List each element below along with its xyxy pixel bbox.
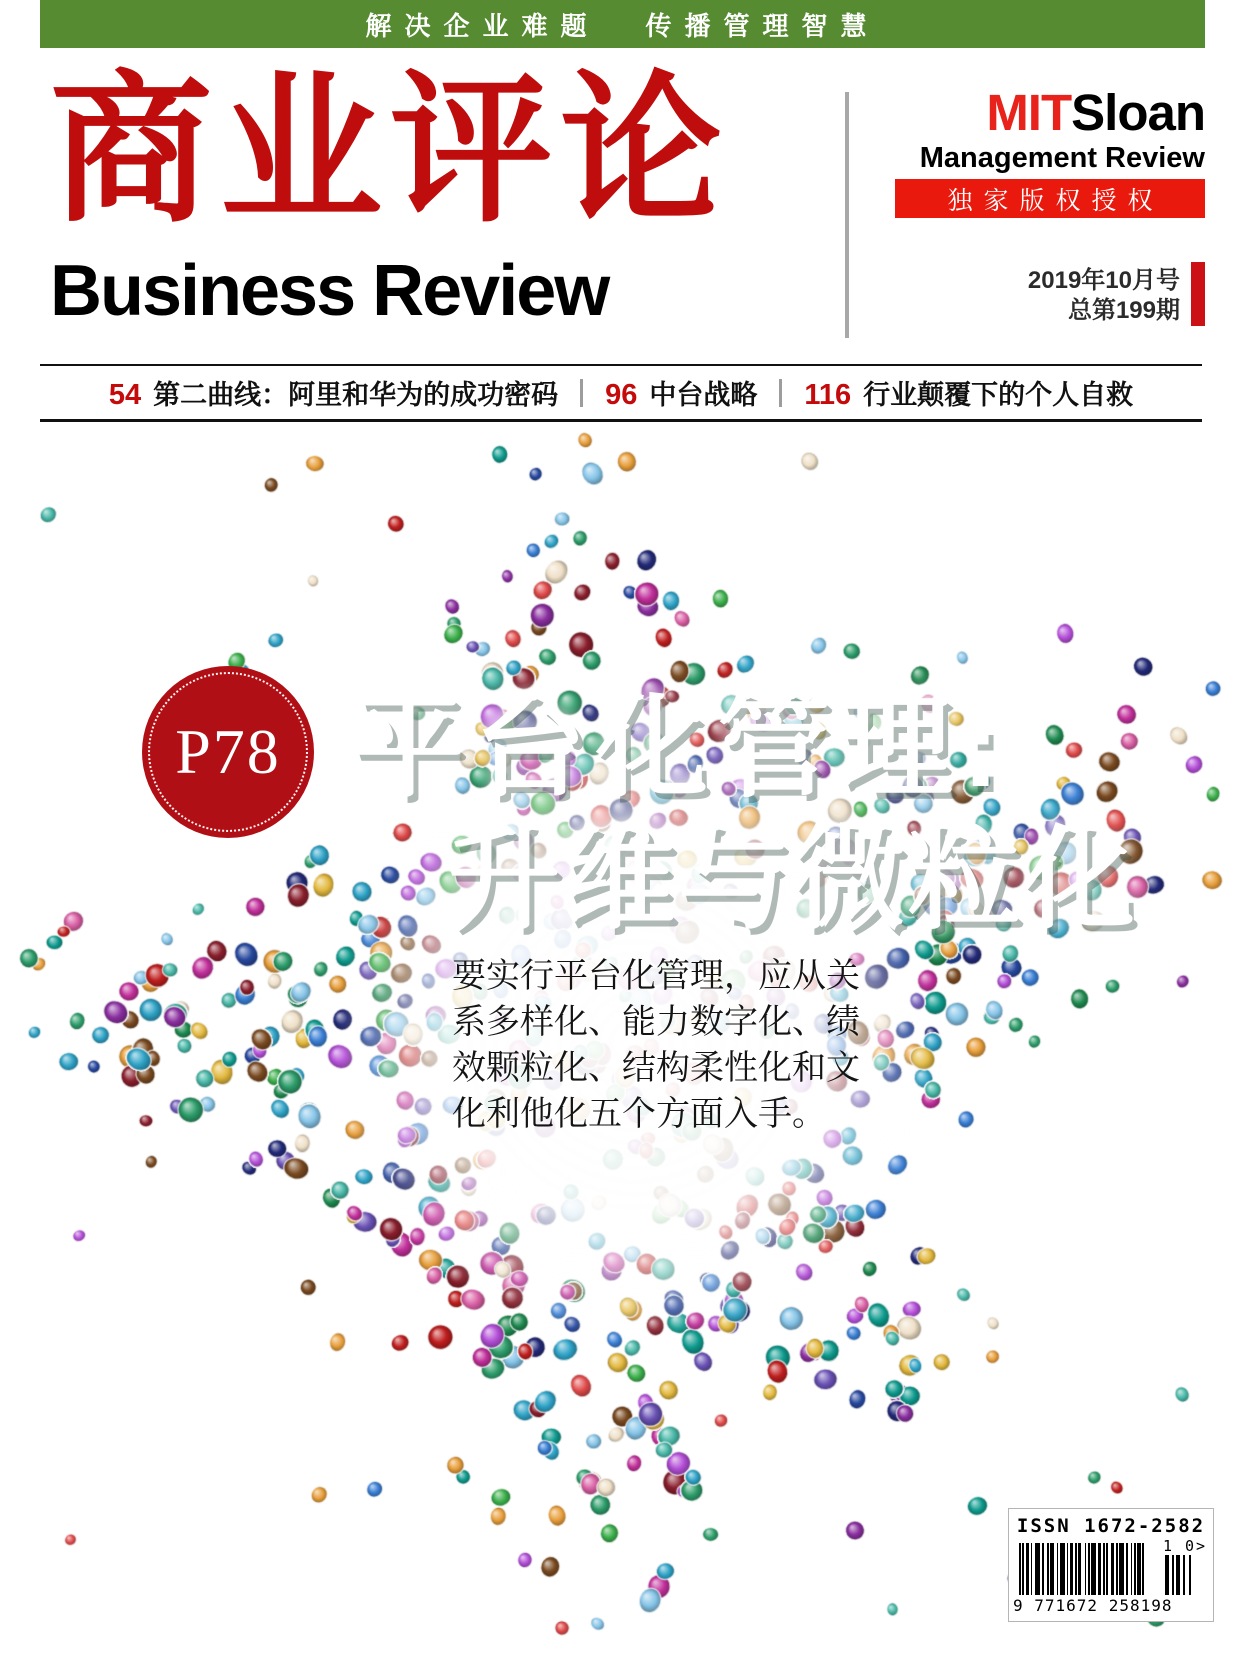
- page-badge-label: P78: [175, 716, 281, 787]
- barcode-main-bars: [1019, 1543, 1144, 1595]
- masthead-divider: [845, 92, 849, 338]
- summary-line: 要实行平台化管理，应从关: [452, 957, 860, 995]
- feature-page-number: 54: [108, 379, 142, 411]
- magazine-title-cn: 商业评论: [50, 63, 730, 242]
- cover-summary: [452, 953, 860, 1137]
- feature-item: [804, 373, 1133, 412]
- summary-line: 化利他化五个方面入手。: [452, 1095, 826, 1133]
- issue-info: [1028, 266, 1180, 326]
- license-bar: 独家版权授权: [895, 179, 1205, 218]
- feature-page-number: 96: [605, 379, 638, 411]
- feature-title: 第二曲线：阿里和华为的成功密码: [153, 380, 559, 410]
- issn-barcode-box: [1008, 1508, 1214, 1622]
- magazine-title-en: Business Review: [50, 251, 609, 331]
- management-review-text: Management Review: [919, 142, 1205, 174]
- summary-line: 效颗粒化、结构柔性化和文: [452, 1049, 860, 1087]
- feature-separator: [580, 379, 583, 407]
- page-badge: [142, 666, 314, 838]
- cover-title-line2: 升维与微粒化: [448, 817, 1138, 942]
- mit-sloan-logo: [895, 84, 1205, 218]
- summary-line: 系多样化、能力数字化、绩: [452, 1003, 860, 1041]
- tagline-left: 解决企业难题: [365, 10, 600, 41]
- feature-separator: [779, 379, 782, 407]
- cover-title-line1: 平台化管理:: [352, 685, 1010, 810]
- tagline-right: 传播管理智慧: [645, 10, 880, 41]
- barcode-addon-bars: [1165, 1555, 1191, 1595]
- feature-item: [605, 373, 757, 412]
- issue-accent-bar: [1191, 262, 1205, 326]
- features-bar: [40, 364, 1202, 422]
- feature-page-number: 116: [804, 379, 852, 411]
- tagline-banner: [40, 0, 1205, 48]
- issn-text: ISSN 1672-2582: [1016, 1515, 1206, 1537]
- barcode-addon-text: 1 0>: [1162, 1537, 1208, 1555]
- mit-text: MIT: [986, 84, 1072, 141]
- issue-number: 总第199期: [1067, 297, 1180, 324]
- sloan-text: Sloan: [1071, 84, 1205, 141]
- barcode-digits: 9 771672 258198: [1013, 1596, 1173, 1615]
- mit-sloan-wordmark: [895, 84, 1205, 142]
- feature-title: 行业颠覆下的个人自救: [863, 380, 1134, 410]
- feature-item: [109, 373, 558, 412]
- issue-date: 2019年10月号: [1027, 267, 1180, 294]
- feature-title: 中台战略: [649, 380, 758, 410]
